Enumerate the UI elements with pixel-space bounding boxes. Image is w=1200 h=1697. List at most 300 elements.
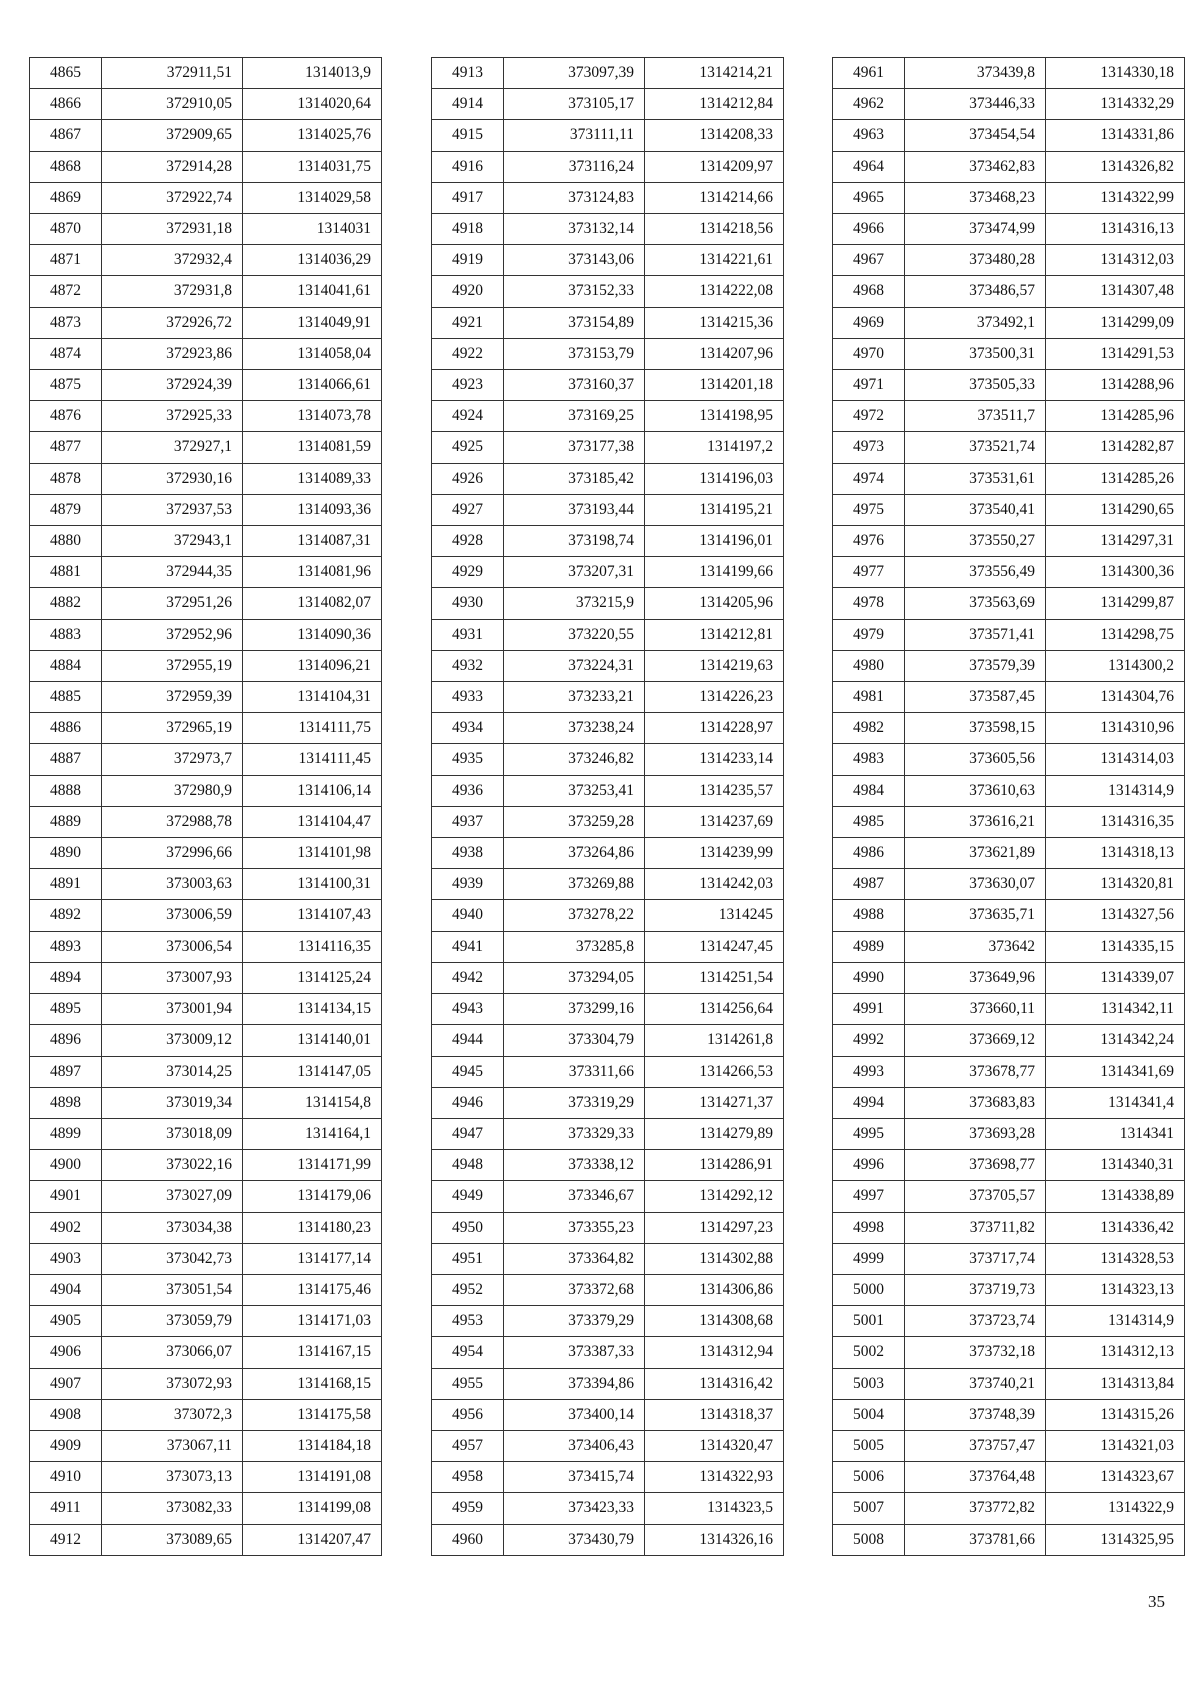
y-coordinate-cell: 1314196,03	[645, 463, 784, 494]
point-number-cell: 4877	[30, 432, 102, 463]
x-coordinate-cell: 373304,79	[504, 1025, 645, 1056]
table-row	[833, 619, 1185, 650]
y-coordinate-cell: 1314207,47	[243, 1524, 382, 1555]
x-coordinate-cell: 373285,8	[504, 931, 645, 962]
table-row	[432, 1181, 784, 1212]
x-coordinate-cell: 372923,86	[102, 338, 243, 369]
point-number-cell: 4931	[432, 619, 504, 650]
table-row	[833, 1337, 1185, 1368]
table-row	[833, 307, 1185, 338]
y-coordinate-cell: 1314316,42	[645, 1368, 784, 1399]
point-number-cell: 4885	[30, 682, 102, 713]
table-row	[30, 588, 382, 619]
coordinate-table-2	[431, 57, 784, 1556]
table-row	[833, 931, 1185, 962]
point-number-cell: 4917	[432, 182, 504, 213]
y-coordinate-cell: 1314310,96	[1046, 713, 1185, 744]
table-row	[833, 245, 1185, 276]
x-coordinate-cell: 373642	[905, 931, 1046, 962]
table-row	[432, 120, 784, 151]
table-row	[833, 151, 1185, 182]
point-number-cell: 4876	[30, 401, 102, 432]
x-coordinate-cell: 372910,05	[102, 89, 243, 120]
table-row	[432, 89, 784, 120]
table-row	[432, 869, 784, 900]
page-number: 35	[1148, 1592, 1165, 1611]
y-coordinate-cell: 1314201,18	[645, 370, 784, 401]
x-coordinate-cell: 373486,57	[905, 276, 1046, 307]
x-coordinate-cell: 372965,19	[102, 713, 243, 744]
y-coordinate-cell: 1314140,01	[243, 1025, 382, 1056]
x-coordinate-cell: 373153,79	[504, 338, 645, 369]
x-coordinate-cell: 373394,86	[504, 1368, 645, 1399]
x-coordinate-cell: 372922,74	[102, 182, 243, 213]
point-number-cell: 4985	[833, 806, 905, 837]
point-number-cell: 4944	[432, 1025, 504, 1056]
point-number-cell: 4886	[30, 713, 102, 744]
x-coordinate-cell: 373621,89	[905, 838, 1046, 869]
point-number-cell: 4980	[833, 650, 905, 681]
x-coordinate-cell: 373683,83	[905, 1087, 1046, 1118]
table-row	[30, 1306, 382, 1337]
point-number-cell: 5005	[833, 1430, 905, 1461]
point-number-cell: 4874	[30, 338, 102, 369]
y-coordinate-cell: 1314177,14	[243, 1243, 382, 1274]
table-row	[432, 1056, 784, 1087]
point-number-cell: 5003	[833, 1368, 905, 1399]
y-coordinate-cell: 1314326,82	[1046, 151, 1185, 182]
x-coordinate-cell: 373649,96	[905, 962, 1046, 993]
table-row	[432, 1524, 784, 1555]
y-coordinate-cell: 1314271,37	[645, 1087, 784, 1118]
table-row	[30, 1056, 382, 1087]
y-coordinate-cell: 1314306,86	[645, 1274, 784, 1305]
point-number-cell: 4870	[30, 214, 102, 245]
x-coordinate-cell: 373474,99	[905, 214, 1046, 245]
y-coordinate-cell: 1314020,64	[243, 89, 382, 120]
point-number-cell: 4896	[30, 1025, 102, 1056]
point-number-cell: 4888	[30, 775, 102, 806]
point-number-cell: 4954	[432, 1337, 504, 1368]
table-row	[833, 370, 1185, 401]
point-number-cell: 4981	[833, 682, 905, 713]
table-row	[833, 682, 1185, 713]
x-coordinate-cell: 373610,63	[905, 775, 1046, 806]
y-coordinate-cell: 1314307,48	[1046, 276, 1185, 307]
y-coordinate-cell: 1314327,56	[1046, 900, 1185, 931]
table-row	[432, 713, 784, 744]
y-coordinate-cell: 1314288,96	[1046, 370, 1185, 401]
y-coordinate-cell: 1314285,26	[1046, 463, 1185, 494]
x-coordinate-cell: 373007,93	[102, 962, 243, 993]
point-number-cell: 4875	[30, 370, 102, 401]
point-number-cell: 4939	[432, 869, 504, 900]
table-row	[30, 1430, 382, 1461]
y-coordinate-cell: 1314341,4	[1046, 1087, 1185, 1118]
table-row	[30, 775, 382, 806]
table-row	[30, 1118, 382, 1149]
point-number-cell: 5008	[833, 1524, 905, 1555]
point-number-cell: 4925	[432, 432, 504, 463]
table-row	[432, 526, 784, 557]
point-number-cell: 4972	[833, 401, 905, 432]
x-coordinate-cell: 373660,11	[905, 994, 1046, 1025]
point-number-cell: 4907	[30, 1368, 102, 1399]
y-coordinate-cell: 1314314,9	[1046, 775, 1185, 806]
table-row	[833, 1462, 1185, 1493]
point-number-cell: 4998	[833, 1212, 905, 1243]
x-coordinate-cell: 372925,33	[102, 401, 243, 432]
table-row	[30, 526, 382, 557]
x-coordinate-cell: 373423,33	[504, 1493, 645, 1524]
y-coordinate-cell: 1314197,2	[645, 432, 784, 463]
y-coordinate-cell: 1314323,67	[1046, 1462, 1185, 1493]
coordinate-table-1	[29, 57, 382, 1556]
y-coordinate-cell: 1314036,29	[243, 245, 382, 276]
table-row	[30, 58, 382, 89]
x-coordinate-cell: 373160,37	[504, 370, 645, 401]
x-coordinate-cell: 373379,29	[504, 1306, 645, 1337]
x-coordinate-cell: 372996,66	[102, 838, 243, 869]
y-coordinate-cell: 1314339,07	[1046, 962, 1185, 993]
y-coordinate-cell: 1314171,03	[243, 1306, 382, 1337]
table-row	[432, 432, 784, 463]
point-number-cell: 5006	[833, 1462, 905, 1493]
y-coordinate-cell: 1314125,24	[243, 962, 382, 993]
x-coordinate-cell: 373269,88	[504, 869, 645, 900]
point-number-cell: 4955	[432, 1368, 504, 1399]
point-number-cell: 4932	[432, 650, 504, 681]
y-coordinate-cell: 1314090,36	[243, 619, 382, 650]
y-coordinate-cell: 1314104,31	[243, 682, 382, 713]
point-number-cell: 4920	[432, 276, 504, 307]
point-number-cell: 4911	[30, 1493, 102, 1524]
x-coordinate-cell: 373185,42	[504, 463, 645, 494]
point-number-cell: 4994	[833, 1087, 905, 1118]
y-coordinate-cell: 1314199,66	[645, 557, 784, 588]
table-row	[833, 494, 1185, 525]
x-coordinate-cell: 373492,1	[905, 307, 1046, 338]
table-row	[432, 1212, 784, 1243]
table-row	[833, 1368, 1185, 1399]
y-coordinate-cell: 1314212,81	[645, 619, 784, 650]
table-row	[30, 494, 382, 525]
table-row	[432, 214, 784, 245]
y-coordinate-cell: 1314179,06	[243, 1181, 382, 1212]
x-coordinate-cell: 373003,63	[102, 869, 243, 900]
table-row	[30, 962, 382, 993]
point-number-cell: 4965	[833, 182, 905, 213]
x-coordinate-cell: 373073,13	[102, 1462, 243, 1493]
point-number-cell: 4997	[833, 1181, 905, 1212]
point-number-cell: 4941	[432, 931, 504, 962]
point-number-cell: 4892	[30, 900, 102, 931]
x-coordinate-cell: 372926,72	[102, 307, 243, 338]
point-number-cell: 4938	[432, 838, 504, 869]
x-coordinate-cell: 372937,53	[102, 494, 243, 525]
point-number-cell: 4996	[833, 1150, 905, 1181]
point-number-cell: 4903	[30, 1243, 102, 1274]
y-coordinate-cell: 1314167,15	[243, 1337, 382, 1368]
y-coordinate-cell: 1314235,57	[645, 775, 784, 806]
x-coordinate-cell: 373505,33	[905, 370, 1046, 401]
point-number-cell: 4880	[30, 526, 102, 557]
table-row	[432, 588, 784, 619]
y-coordinate-cell: 1314081,96	[243, 557, 382, 588]
table-row	[432, 245, 784, 276]
table-row	[30, 650, 382, 681]
table-row	[432, 775, 784, 806]
point-number-cell: 4869	[30, 182, 102, 213]
table-row	[833, 120, 1185, 151]
x-coordinate-cell: 373042,73	[102, 1243, 243, 1274]
table-row	[30, 806, 382, 837]
x-coordinate-cell: 373116,24	[504, 151, 645, 182]
y-coordinate-cell: 1314285,96	[1046, 401, 1185, 432]
table-row	[30, 1025, 382, 1056]
point-number-cell: 4969	[833, 307, 905, 338]
x-coordinate-cell: 372927,1	[102, 432, 243, 463]
x-coordinate-cell: 373415,74	[504, 1462, 645, 1493]
table-row	[30, 1337, 382, 1368]
table-row	[432, 151, 784, 182]
x-coordinate-cell: 373169,25	[504, 401, 645, 432]
y-coordinate-cell: 1314340,31	[1046, 1150, 1185, 1181]
y-coordinate-cell: 1314247,45	[645, 931, 784, 962]
coordinate-table-body	[833, 58, 1185, 1556]
point-number-cell: 4976	[833, 526, 905, 557]
x-coordinate-cell: 372951,26	[102, 588, 243, 619]
x-coordinate-cell: 373067,11	[102, 1430, 243, 1461]
x-coordinate-cell: 373563,69	[905, 588, 1046, 619]
table-row	[833, 838, 1185, 869]
point-number-cell: 4937	[432, 806, 504, 837]
point-number-cell: 4866	[30, 89, 102, 120]
x-coordinate-cell: 373579,39	[905, 650, 1046, 681]
table-row	[833, 432, 1185, 463]
point-number-cell: 4947	[432, 1118, 504, 1149]
point-number-cell: 4964	[833, 151, 905, 182]
table-row	[833, 650, 1185, 681]
table-row	[432, 338, 784, 369]
point-number-cell: 4887	[30, 744, 102, 775]
x-coordinate-cell: 373220,55	[504, 619, 645, 650]
x-coordinate-cell: 373446,33	[905, 89, 1046, 120]
table-row	[833, 58, 1185, 89]
y-coordinate-cell: 1314341,69	[1046, 1056, 1185, 1087]
point-number-cell: 4884	[30, 650, 102, 681]
table-row	[30, 869, 382, 900]
point-number-cell: 4924	[432, 401, 504, 432]
x-coordinate-cell: 373678,77	[905, 1056, 1046, 1087]
x-coordinate-cell: 372980,9	[102, 775, 243, 806]
y-coordinate-cell: 1314239,99	[645, 838, 784, 869]
table-row	[30, 307, 382, 338]
x-coordinate-cell: 373006,54	[102, 931, 243, 962]
point-number-cell: 4988	[833, 900, 905, 931]
table-row	[432, 463, 784, 494]
point-number-cell: 4934	[432, 713, 504, 744]
y-coordinate-cell: 1314322,9	[1046, 1493, 1185, 1524]
table-row	[432, 900, 784, 931]
table-row	[30, 1462, 382, 1493]
point-number-cell: 5002	[833, 1337, 905, 1368]
x-coordinate-cell: 372931,18	[102, 214, 243, 245]
y-coordinate-cell: 1314214,21	[645, 58, 784, 89]
y-coordinate-cell: 1314237,69	[645, 806, 784, 837]
table-row	[833, 713, 1185, 744]
y-coordinate-cell: 1314316,13	[1046, 214, 1185, 245]
coordinate-table-3	[832, 57, 1185, 1556]
table-row	[833, 994, 1185, 1025]
point-number-cell: 4956	[432, 1399, 504, 1430]
table-row	[30, 994, 382, 1025]
point-number-cell: 4897	[30, 1056, 102, 1087]
table-row	[432, 1462, 784, 1493]
point-number-cell: 4868	[30, 151, 102, 182]
table-row	[833, 1150, 1185, 1181]
point-number-cell: 5001	[833, 1306, 905, 1337]
point-number-cell: 4945	[432, 1056, 504, 1087]
point-number-cell: 4910	[30, 1462, 102, 1493]
x-coordinate-cell: 373781,66	[905, 1524, 1046, 1555]
table-row	[30, 182, 382, 213]
x-coordinate-cell: 373319,29	[504, 1087, 645, 1118]
y-coordinate-cell: 1314341	[1046, 1118, 1185, 1149]
point-number-cell: 4935	[432, 744, 504, 775]
point-number-cell: 4936	[432, 775, 504, 806]
y-coordinate-cell: 1314325,95	[1046, 1524, 1185, 1555]
point-number-cell: 4905	[30, 1306, 102, 1337]
table-row	[30, 276, 382, 307]
point-number-cell: 4940	[432, 900, 504, 931]
point-number-cell: 4865	[30, 58, 102, 89]
y-coordinate-cell: 1314342,24	[1046, 1025, 1185, 1056]
y-coordinate-cell: 1314320,47	[645, 1430, 784, 1461]
y-coordinate-cell: 1314208,33	[645, 120, 784, 151]
y-coordinate-cell: 1314031,75	[243, 151, 382, 182]
table-row	[30, 682, 382, 713]
table-row	[432, 994, 784, 1025]
table-row	[432, 1025, 784, 1056]
x-coordinate-cell: 373311,66	[504, 1056, 645, 1087]
y-coordinate-cell: 1314300,2	[1046, 650, 1185, 681]
x-coordinate-cell: 373571,41	[905, 619, 1046, 650]
point-number-cell: 4958	[432, 1462, 504, 1493]
point-number-cell: 4952	[432, 1274, 504, 1305]
point-number-cell: 4973	[833, 432, 905, 463]
table-row	[432, 806, 784, 837]
table-row	[833, 588, 1185, 619]
point-number-cell: 4882	[30, 588, 102, 619]
point-number-cell: 4942	[432, 962, 504, 993]
y-coordinate-cell: 1314134,15	[243, 994, 382, 1025]
x-coordinate-cell: 373717,74	[905, 1243, 1046, 1274]
y-coordinate-cell: 1314168,15	[243, 1368, 382, 1399]
point-number-cell: 4890	[30, 838, 102, 869]
x-coordinate-cell: 373014,25	[102, 1056, 243, 1087]
table-row	[30, 1493, 382, 1524]
x-coordinate-cell: 373246,82	[504, 744, 645, 775]
x-coordinate-cell: 372911,51	[102, 58, 243, 89]
point-number-cell: 4961	[833, 58, 905, 89]
y-coordinate-cell: 1314321,03	[1046, 1430, 1185, 1461]
point-number-cell: 4915	[432, 120, 504, 151]
x-coordinate-cell: 373630,07	[905, 869, 1046, 900]
x-coordinate-cell: 373299,16	[504, 994, 645, 1025]
point-number-cell: 4891	[30, 869, 102, 900]
x-coordinate-cell: 373387,33	[504, 1337, 645, 1368]
point-number-cell: 4871	[30, 245, 102, 276]
x-coordinate-cell: 373027,09	[102, 1181, 243, 1212]
x-coordinate-cell: 373072,3	[102, 1399, 243, 1430]
point-number-cell: 4913	[432, 58, 504, 89]
table-row	[432, 276, 784, 307]
x-coordinate-cell: 373059,79	[102, 1306, 243, 1337]
point-number-cell: 4902	[30, 1212, 102, 1243]
y-coordinate-cell: 1314312,13	[1046, 1337, 1185, 1368]
y-coordinate-cell: 1314322,99	[1046, 182, 1185, 213]
x-coordinate-cell: 373521,74	[905, 432, 1046, 463]
y-coordinate-cell: 1314302,88	[645, 1243, 784, 1274]
y-coordinate-cell: 1314316,35	[1046, 806, 1185, 837]
x-coordinate-cell: 372988,78	[102, 806, 243, 837]
x-coordinate-cell: 373439,8	[905, 58, 1046, 89]
y-coordinate-cell: 1314318,13	[1046, 838, 1185, 869]
x-coordinate-cell: 372943,1	[102, 526, 243, 557]
table-row	[432, 682, 784, 713]
y-coordinate-cell: 1314218,56	[645, 214, 784, 245]
x-coordinate-cell: 373698,77	[905, 1150, 1046, 1181]
table-row	[432, 1493, 784, 1524]
table-row	[432, 1243, 784, 1274]
table-row	[833, 1181, 1185, 1212]
table-row	[30, 1368, 382, 1399]
x-coordinate-cell: 373124,83	[504, 182, 645, 213]
point-number-cell: 4909	[30, 1430, 102, 1461]
y-coordinate-cell: 1314215,36	[645, 307, 784, 338]
y-coordinate-cell: 1314100,31	[243, 869, 382, 900]
x-coordinate-cell: 373111,11	[504, 120, 645, 151]
x-coordinate-cell: 373193,44	[504, 494, 645, 525]
point-number-cell: 4921	[432, 307, 504, 338]
table-row	[833, 1243, 1185, 1274]
point-number-cell: 4923	[432, 370, 504, 401]
x-coordinate-cell: 372955,19	[102, 650, 243, 681]
point-number-cell: 4957	[432, 1430, 504, 1461]
y-coordinate-cell: 1314111,45	[243, 744, 382, 775]
y-coordinate-cell: 1314089,33	[243, 463, 382, 494]
table-row	[833, 806, 1185, 837]
y-coordinate-cell: 1314111,75	[243, 713, 382, 744]
y-coordinate-cell: 1314107,43	[243, 900, 382, 931]
x-coordinate-cell: 373740,21	[905, 1368, 1046, 1399]
y-coordinate-cell: 1314292,12	[645, 1181, 784, 1212]
point-number-cell: 5007	[833, 1493, 905, 1524]
table-row	[432, 838, 784, 869]
point-number-cell: 4922	[432, 338, 504, 369]
table-row	[30, 463, 382, 494]
table-row	[833, 276, 1185, 307]
table-row	[432, 1430, 784, 1461]
point-number-cell: 4918	[432, 214, 504, 245]
x-coordinate-cell: 373723,74	[905, 1306, 1046, 1337]
table-row	[30, 931, 382, 962]
y-coordinate-cell: 1314221,61	[645, 245, 784, 276]
table-row	[833, 1399, 1185, 1430]
x-coordinate-cell: 373207,31	[504, 557, 645, 588]
point-number-cell: 4971	[833, 370, 905, 401]
